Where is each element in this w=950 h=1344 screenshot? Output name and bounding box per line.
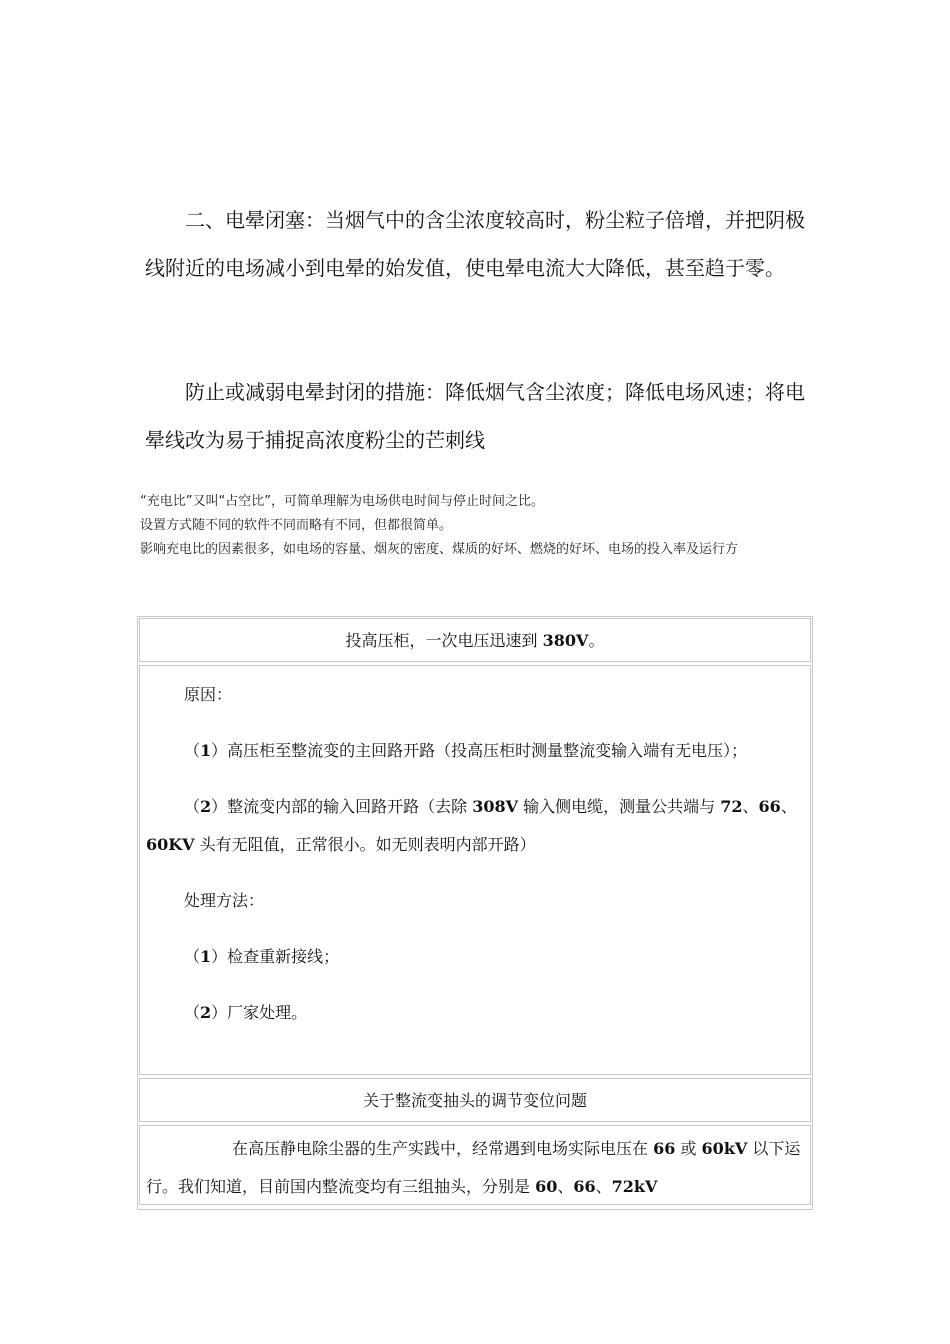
method-item-1: （1）检查重新接线；	[184, 947, 340, 966]
table-cell-tap-adjustment	[139, 1125, 811, 1205]
adjust-paragraph: 在高压静电除尘器的生产实践中，经常遇到电场实际电压在 66 或 60kV 以下运行。我们知道，目前国内整流变均有三组抽头，分别是 60、66、72kV	[146, 1139, 801, 1196]
method-item-2: （2）厂家处理。	[184, 1003, 308, 1022]
method-label: 处理方法：	[184, 891, 265, 910]
table-cell-causes-methods	[139, 665, 811, 1075]
note-line: 设置方式随不同的软件不同而略有不同，但都很简单。	[140, 518, 453, 533]
table-title-voltage: 投高压柜，一次电压迅速到 380V。	[139, 618, 811, 662]
table-title-tap-adjustment: 关于整流变抽头的调节变位问题	[139, 1078, 811, 1122]
note-line: “充电比”又叫“占空比”，可简单理解为电场供电时间与停止时间之比。	[140, 494, 544, 509]
paragraph-corona-blocking: 二、电晕闭塞：当烟气中的含尘浓度较高时，粉尘粒子倍增，并把阴极线附近的电场减小到电晕的始发值，使电晕电流大大降低，甚至趋于零。	[145, 208, 805, 280]
troubleshooting-table	[137, 616, 813, 1210]
paragraph-prevention-measures: 防止或减弱电晕封闭的措施：降低烟气含尘浓度；降低电场风速；将电晕线改为易于捕捉高浓度粉尘的芒刺线	[145, 380, 805, 452]
cause-label: 原因：	[184, 685, 233, 704]
cause-item-2: （2）整流变内部的输入回路开路（去除 308V 输入侧电缆，测量公共端与 72、66、60KV 头有无阻值，正常很小。如无则表明内部开路）	[146, 797, 797, 854]
note-line: 影响充电比的因素很多，如电场的容量、烟灰的密度、煤质的好坏、燃烧的好坏、电场的投入率及运行方	[140, 542, 739, 557]
cause-item-1: （1）高压柜至整流变的主回路开路（投高压柜时测量整流变输入端有无电压）；	[184, 741, 748, 760]
charge-ratio-notes	[140, 490, 820, 562]
